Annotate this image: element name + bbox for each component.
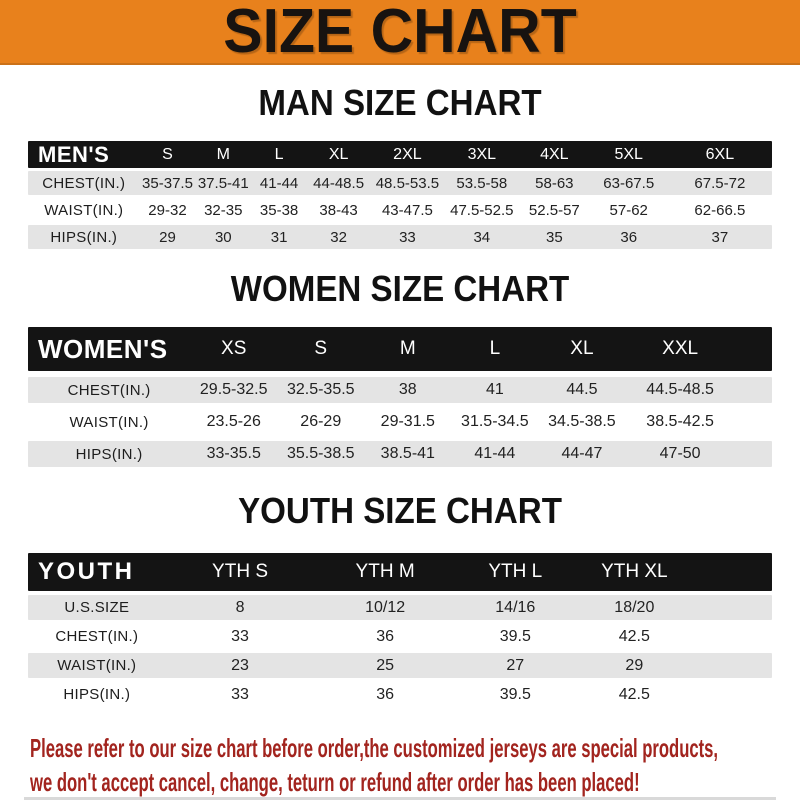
- women-size-table: [28, 327, 772, 467]
- size-value: 23: [231, 656, 249, 674]
- size-value: 36: [376, 627, 394, 645]
- men-size-table: [28, 141, 772, 249]
- size-value: 34.5-38.5: [548, 413, 616, 430]
- size-value: 57-62: [609, 201, 648, 219]
- size-value: 27: [506, 656, 525, 674]
- table-row: [28, 682, 772, 707]
- size-value: 29.5-32.5: [199, 381, 268, 398]
- size-value: 39.5: [499, 627, 531, 645]
- size-value: 41-44: [259, 174, 299, 192]
- size-value: 35-38: [259, 201, 299, 219]
- size-value: 35-37.5: [142, 174, 193, 192]
- size-value: 35: [545, 228, 563, 246]
- youth-size-section: [0, 491, 800, 707]
- size-value: 44.5-48.5: [646, 381, 714, 398]
- size-value: 14/16: [495, 598, 536, 616]
- size-value: 44-47: [561, 445, 603, 462]
- disclaimer-text: [0, 731, 800, 799]
- table-header-row: [28, 553, 772, 591]
- table-row: [28, 198, 772, 222]
- women-section-title: [0, 269, 800, 309]
- size-value: 39.5: [499, 685, 531, 703]
- disclaimer-line-2-text: we don't accept cancel, change, teturn or refund after order has been placed!: [30, 767, 640, 797]
- size-value: 29-32: [148, 201, 187, 219]
- size-value: 38-43: [319, 201, 358, 219]
- row-label: CHEST(IN.): [55, 628, 139, 645]
- column-header: M: [399, 338, 416, 359]
- table-row: [28, 171, 772, 195]
- row-label: CHEST(IN.): [67, 381, 151, 399]
- table-row: [28, 653, 772, 678]
- table-row: [28, 377, 772, 403]
- row-label: WAIST(IN.): [69, 413, 149, 431]
- row-label: HIPS(IN.): [75, 445, 143, 463]
- size-value: 33: [231, 685, 249, 703]
- table-row: [28, 441, 772, 467]
- size-value: 30: [214, 228, 232, 246]
- size-value: 44-48.5: [313, 174, 365, 192]
- table-row: [28, 409, 772, 435]
- column-header: YTH S: [212, 561, 268, 582]
- women-section-title-text: WOMEN SIZE CHART: [230, 268, 570, 309]
- column-header: XL: [570, 338, 594, 359]
- size-value: 10/12: [365, 598, 406, 616]
- size-value: 37.5-41: [197, 174, 249, 192]
- column-header: XXL: [662, 338, 699, 359]
- youth-size-table: [28, 553, 772, 707]
- size-value: 47.5-52.5: [450, 201, 514, 219]
- size-chart-banner: [0, 0, 800, 65]
- size-value: 29-31.5: [380, 413, 435, 430]
- column-header: S: [314, 338, 328, 359]
- row-label: CHEST(IN.): [42, 174, 126, 192]
- table-row: [28, 595, 772, 620]
- size-value: 34: [473, 228, 491, 246]
- disclaimer-line-1-text: Please refer to our size chart before order,the customized jerseys are special products,: [30, 733, 719, 763]
- column-header: YTH L: [488, 561, 543, 582]
- table-header-row: [28, 141, 772, 168]
- size-value: 43-47.5: [381, 201, 433, 219]
- disclaimer-line-2: [30, 765, 800, 799]
- size-value: 18/20: [614, 598, 655, 616]
- disclaimer-line-1: [30, 731, 800, 765]
- size-value: 36: [376, 685, 394, 703]
- row-label: WAIST(IN.): [57, 657, 137, 674]
- size-value: 23.5-26: [206, 413, 261, 430]
- size-value: 37: [711, 228, 729, 246]
- column-header: XL: [328, 145, 349, 163]
- group-label: MEN'S: [38, 141, 110, 167]
- banner-title: SIZE CHART: [223, 0, 577, 66]
- size-value: 33: [399, 228, 416, 246]
- column-header: 2XL: [393, 145, 422, 163]
- size-value: 52.5-57: [528, 201, 580, 219]
- group-label: WOMEN'S: [38, 333, 168, 364]
- size-value: 48.5-53.5: [375, 174, 440, 192]
- size-value: 58-63: [535, 174, 574, 192]
- size-value: 38: [398, 381, 417, 398]
- men-section-title-text: MAN SIZE CHART: [258, 82, 542, 123]
- row-label: HIPS(IN.): [63, 686, 131, 703]
- size-value: 32.5-35.5: [286, 381, 355, 398]
- size-value: 41: [485, 381, 504, 398]
- size-value: 31.5-34.5: [461, 413, 529, 430]
- size-value: 33: [231, 627, 249, 645]
- women-size-section: [0, 269, 800, 467]
- size-value: 42.5: [618, 627, 650, 645]
- size-value: 41-44: [474, 445, 516, 462]
- size-value: 32: [330, 228, 347, 246]
- column-header: S: [162, 145, 173, 163]
- size-value: 33-35.5: [206, 445, 261, 462]
- column-header: M: [216, 145, 230, 163]
- column-header: 6XL: [705, 145, 735, 163]
- column-header: YTH XL: [601, 561, 668, 582]
- column-header: L: [489, 338, 501, 359]
- size-value: 42.5: [618, 685, 650, 703]
- size-value: 31: [270, 228, 288, 246]
- column-header: 3XL: [467, 145, 497, 163]
- table-header-row: [28, 327, 772, 371]
- column-header: 4XL: [540, 145, 569, 163]
- size-value: 63-67.5: [603, 174, 655, 192]
- size-value: 53.5-58: [456, 174, 508, 192]
- size-value: 26-29: [300, 413, 342, 430]
- size-value: 62-66.5: [694, 201, 746, 219]
- column-header: XS: [221, 338, 247, 359]
- group-label: YOUTH: [38, 558, 135, 585]
- size-value: 44.5: [566, 381, 598, 398]
- men-section-title: [0, 83, 800, 123]
- size-value: 38.5-42.5: [646, 413, 714, 430]
- size-value: 8: [235, 598, 245, 616]
- size-value: 67.5-72: [694, 174, 746, 192]
- size-value: 38.5-41: [380, 445, 435, 462]
- size-value: 47-50: [659, 445, 701, 462]
- table-row: [28, 624, 772, 649]
- size-value: 35.5-38.5: [286, 445, 355, 462]
- row-label: WAIST(IN.): [44, 201, 124, 219]
- size-value: 25: [376, 656, 394, 674]
- row-label: HIPS(IN.): [50, 228, 118, 246]
- column-header: L: [274, 145, 284, 163]
- size-value: 29: [159, 228, 176, 246]
- men-size-section: [0, 83, 800, 249]
- youth-section-title: [0, 491, 800, 531]
- column-header: YTH M: [355, 561, 415, 582]
- table-row: [28, 225, 772, 249]
- column-header: 5XL: [614, 145, 643, 163]
- youth-section-title-text: YOUTH SIZE CHART: [238, 490, 562, 531]
- size-value: 32-35: [204, 201, 243, 219]
- row-label: U.S.SIZE: [64, 599, 130, 616]
- size-value: 36: [620, 228, 638, 246]
- size-value: 29: [625, 656, 644, 674]
